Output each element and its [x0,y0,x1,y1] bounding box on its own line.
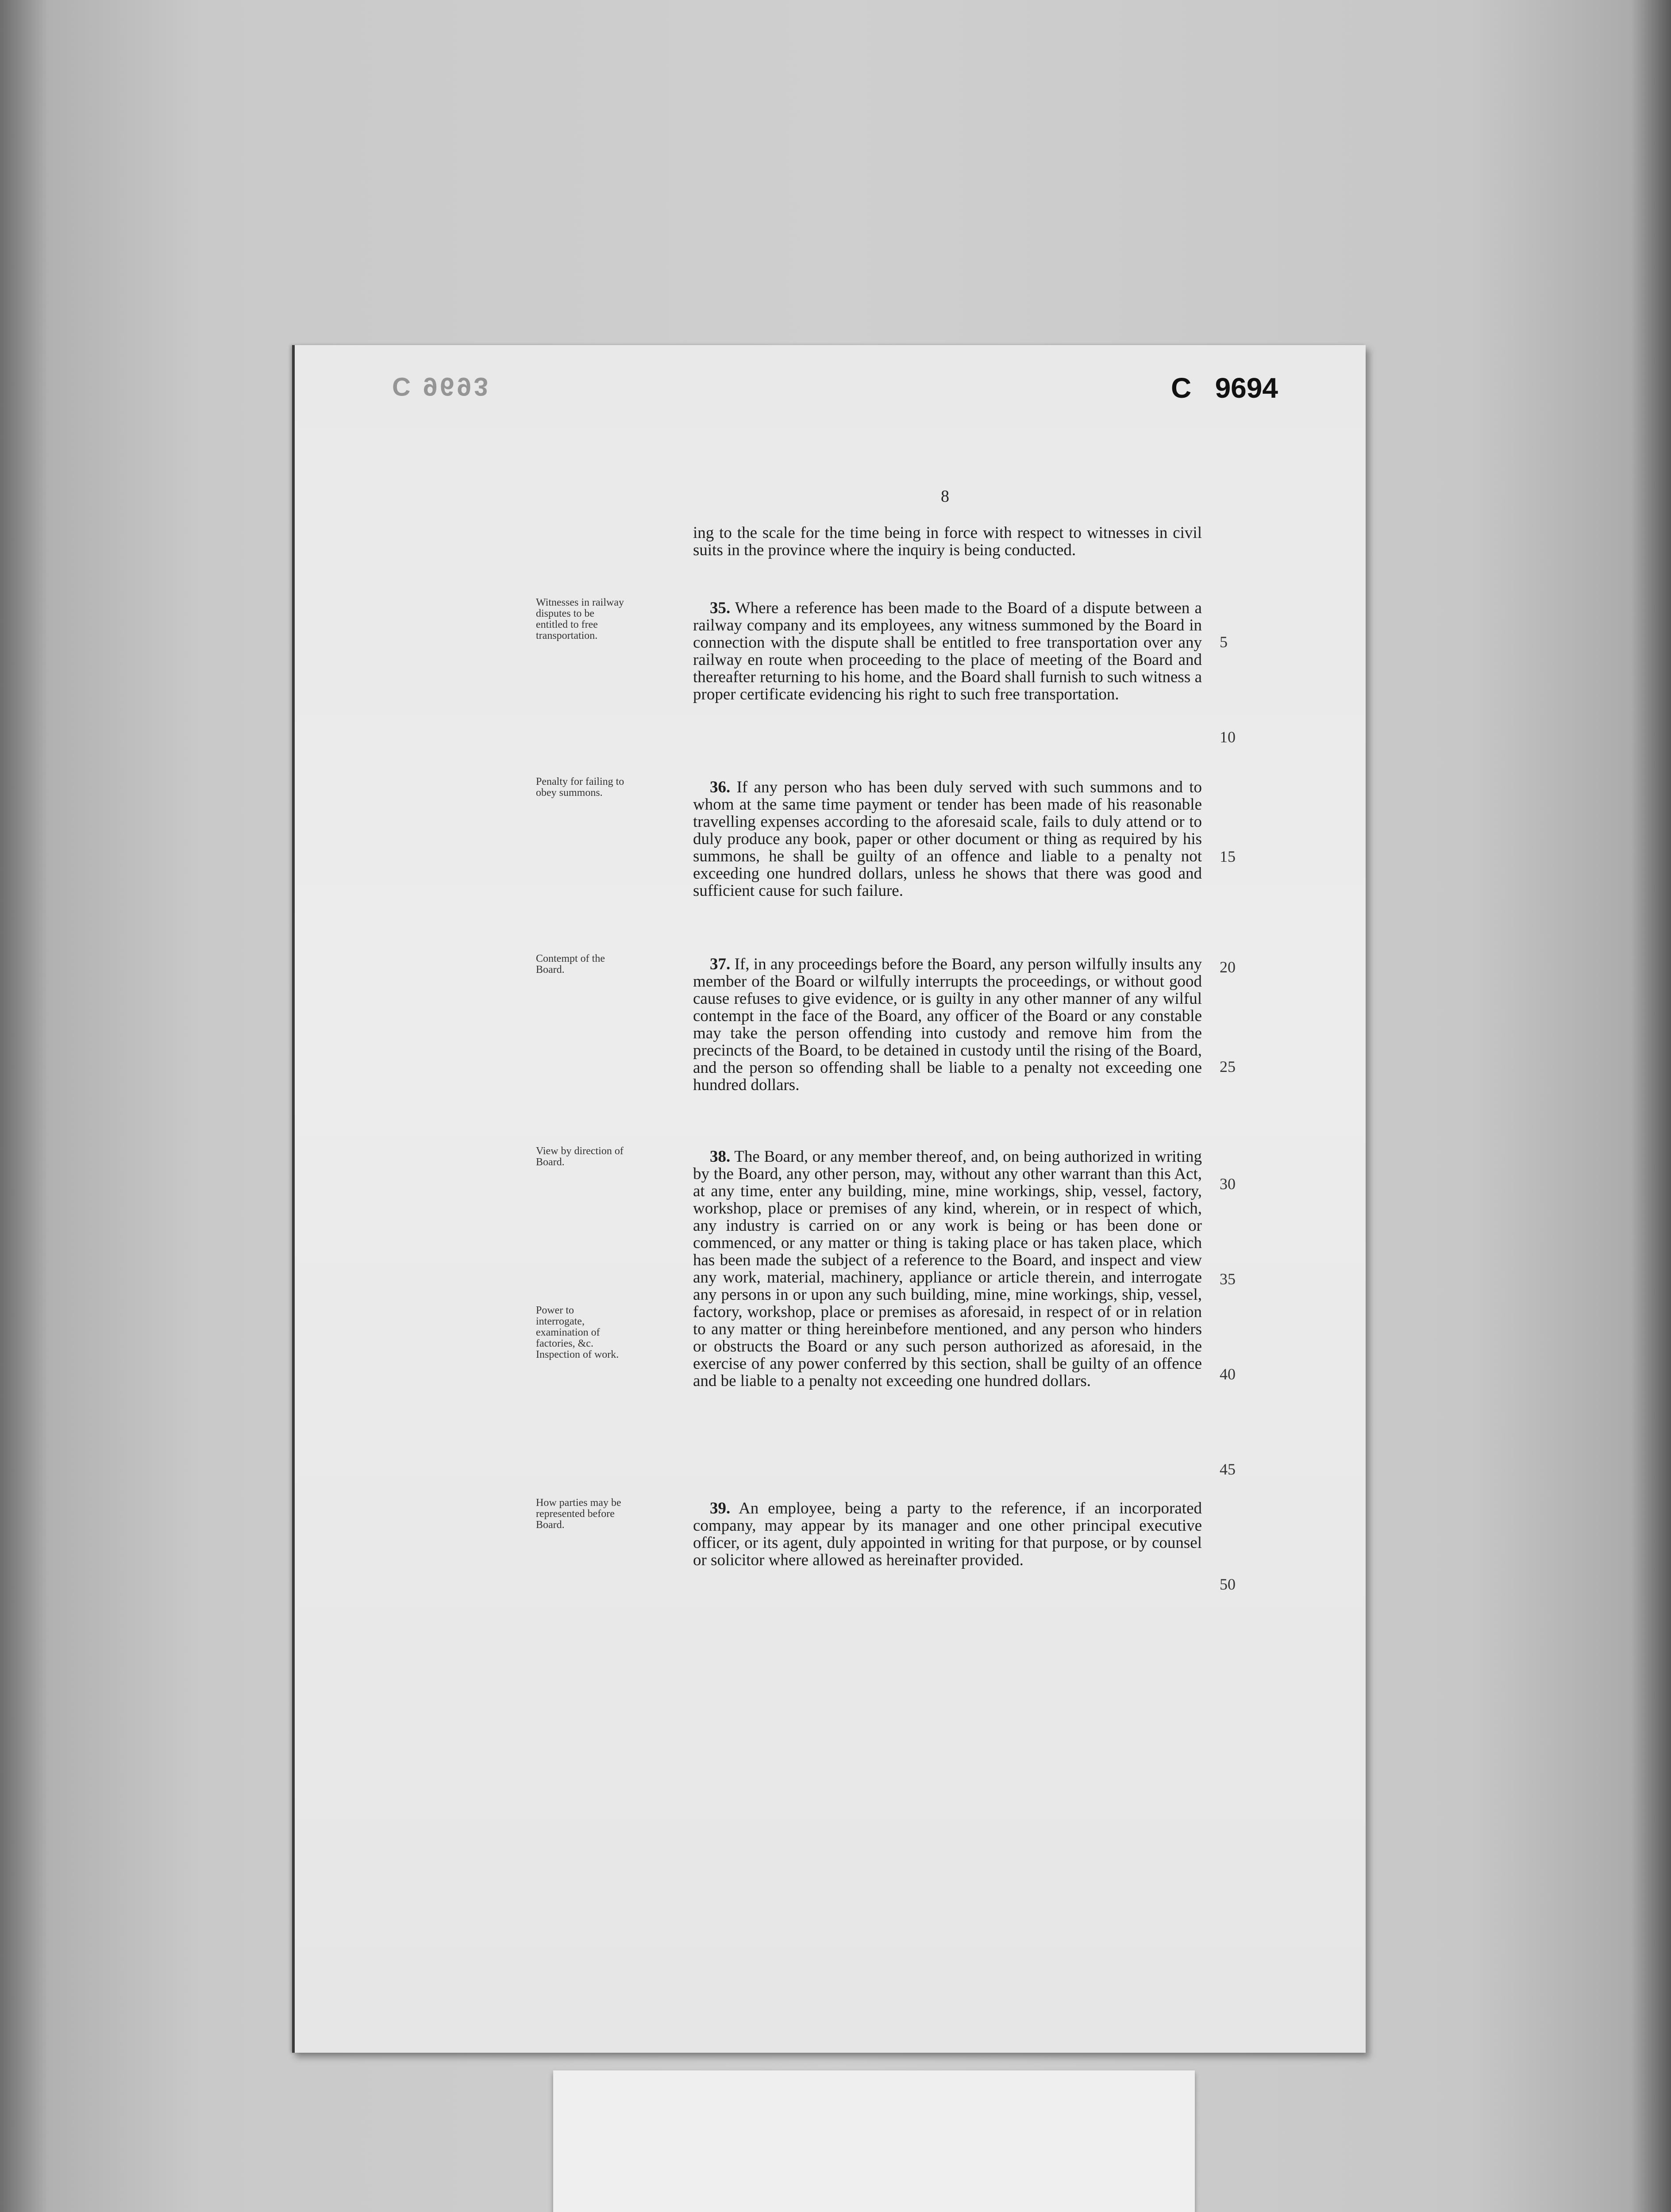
document-page [292,345,1366,2053]
section-number: 36. [710,778,731,796]
line-number: 45 [1220,1460,1236,1478]
stamp-number: C 9694 [1171,372,1278,404]
film-edge-shadow-right [1631,0,1671,2212]
marginal-note-38b: Power to interrogate, examination of factories, &c. Inspection of work. [536,1305,619,1360]
section-number: 39. [710,1499,731,1517]
mirrored-stamp-number: C 9693 [392,372,491,401]
marginal-note-35: Witnesses in railway disputes to be entitled to free transportation. [536,597,624,641]
section-37 [693,956,1202,1094]
line-number: 50 [1220,1575,1236,1593]
section-number: 35. [710,599,731,617]
film-edge-shadow-left [0,0,49,2212]
marginal-note-36: Penalty for failing to obey summons. [536,776,624,799]
line-number: 10 [1220,728,1236,746]
line-number: 30 [1220,1175,1236,1193]
section-text: If, in any proceedings before the Board, any person wilfully insults any member of the Board or wilfully interrupts the proceedings, or without good cause refuses to give evidence, or is guilty in any other manner of any wilful contempt in the face of the Board, any officer of the Board or any constable may take the person offending into custody and remove him from the precincts of the Board, to be detained in custody until the rising of the Board, and the person so offending shall be liable to a penalty not exceeding one hundred dollars. [693,955,1202,1094]
section-text: The Board, or any member thereof, and, on being authorized in writing by the Board, any other person, may, without any other warrant than this Act, at any time, enter any building, mine, mine workings, ship, vessel, factory, workshop, place or premises of any kind, wherein, or in respect of which, any industry is carried on or any work is being or has been done or commenced, or any matter or thing is taking place or has taken place, which has been made the subject of a reference to the Board, and inspect and view any work, material, machinery, appliance or article therein, and interrogate any persons in or upon any such building, mine, mine workings, ship, vessel, factory, workshop, place or premises as aforesaid, in respect of or in relation to any matter or thing hereinbefore mentioned, and any person who hinders or obstructs the Board or any such person authorized as aforesaid, in the exercise of any power conferred by this section, shall be guilty of an offence and be liable to a penalty not exceeding one hundred dollars. [693,1148,1202,1390]
marginal-note-38: View by direction of Board. [536,1145,624,1168]
page-number: 8 [941,487,949,506]
section-number: 37. [710,955,731,973]
section-text: If any person who has been duly served with such summons and to whom at the same time payment or tender has been made of his reasonable travelling expenses according to the aforesaid scale, fails to duly attend or to duly produce any book, paper or other document or thing as required by his summons, he shall be guilty of an offence and liable to a penalty not exceeding one hundred dollars, unless he shows that there was good and sufficient cause for such failure. [693,778,1202,900]
marginal-note-37: Contempt of the Board. [536,953,605,975]
line-number: 25 [1220,1058,1236,1075]
line-number: 5 [1220,633,1228,651]
section-36 [693,779,1202,899]
section-38 [693,1148,1202,1390]
section-39 [693,1500,1202,1569]
line-number: 40 [1220,1365,1236,1383]
collection-label-card [553,2070,1195,2212]
opening-paragraph: ing to the scale for the time being in force with respect to witnesses in civil suits in the province where the inquiry is being conducted. [693,524,1202,559]
line-number: 15 [1220,848,1236,865]
section-35 [693,599,1202,703]
line-number: 35 [1220,1270,1236,1288]
section-text: Where a reference has been made to the Board of a dispute between a railway company and its employees, any witness summoned by the Board in connection with the dispute shall be entitled to free transportation over any railway en route when proceeding to the place of meeting of the Board and thereafter returning to his home, and the Board shall furnish to such witness a proper certificate evidencing his right to such free transportation. [693,599,1202,703]
section-number: 38. [710,1148,731,1166]
line-number: 20 [1220,958,1236,976]
section-text: An employee, being a party to the reference, if an incorporated company, may appear by its manager and one other principal executive officer, or its agent, duly appointed in writing for that purpose, or by counsel or solicitor where allowed as hereinafter provided. [693,1499,1202,1569]
marginal-note-39: How parties may be represented before Board. [536,1497,621,1531]
